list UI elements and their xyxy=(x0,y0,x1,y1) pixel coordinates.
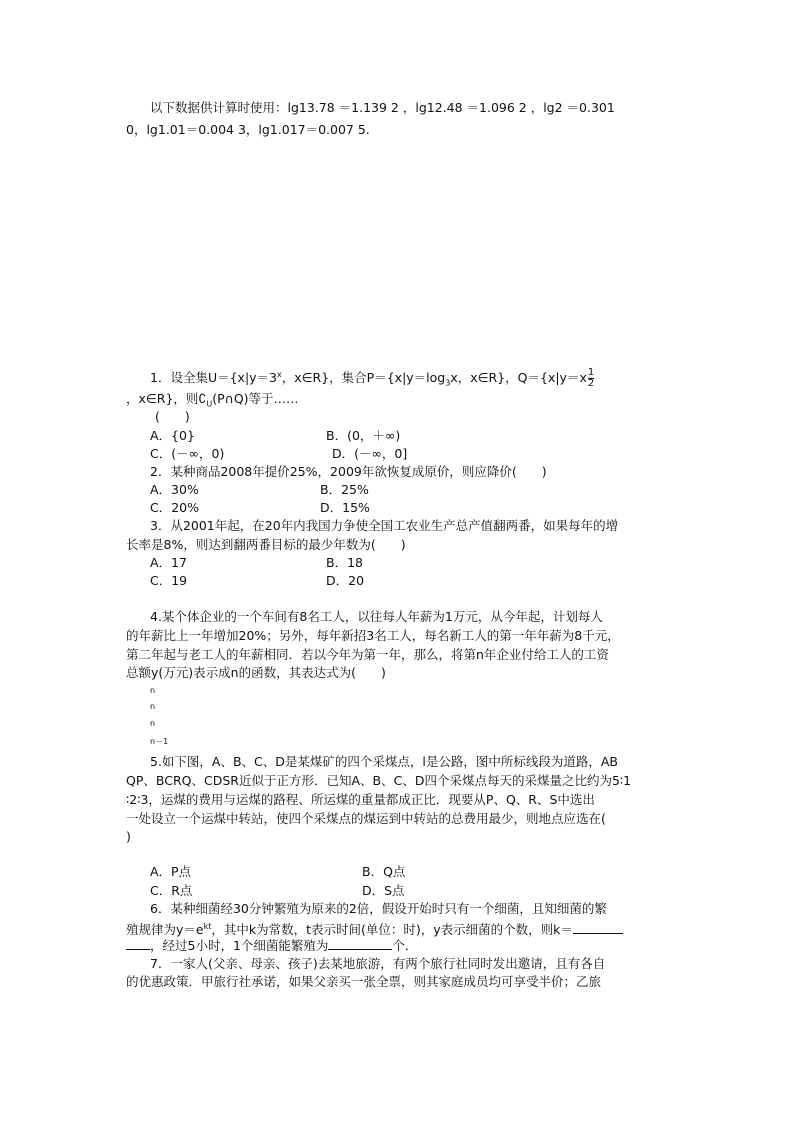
q3-option-d: D．20 xyxy=(326,573,365,588)
q4-formula-remnant-1: n xyxy=(150,686,156,695)
fraction-one-half: $\frac{1}{2}$ xyxy=(587,367,595,390)
q4-formula-remnant-2: n xyxy=(150,702,156,711)
q2-option-a: A．30% xyxy=(150,482,199,497)
q4-formula-remnant-3: n xyxy=(150,719,156,728)
q2-option-b: B．25% xyxy=(320,482,369,497)
q1-stem-line-2: ，x∈R}，则$∁_U(P\cap Q)$等于…… xyxy=(126,391,299,409)
q2-option-c: C．20% xyxy=(150,500,200,515)
q1-option-b: B．(0，＋∞) xyxy=(326,428,401,443)
q1-option-c: C．(－∞，0) xyxy=(150,446,225,461)
q6-stem-line-3: ，经过5小时，1个细菌能繁殖为 个． xyxy=(126,937,417,955)
q5-option-d: D．S点 xyxy=(362,883,405,898)
q1-paren: ( ) xyxy=(155,409,190,424)
q2-stem: 2．某种商品2008年提价25%，2009年欲恢复成原价，则应降价( ) xyxy=(150,464,547,479)
q3-stem-line-2: 长率是8%，则达到翻两番目标的最少年数为( ) xyxy=(126,537,406,552)
q3-option-c: C．19 xyxy=(150,573,188,588)
q6-stem-line-2: 殖规律为$y=e^{kt}$，其中k为常数，t表示时间(单位：时)，y表示细菌的个数，则k＝ xyxy=(126,918,623,939)
q2-option-d: D．15% xyxy=(320,500,370,515)
q1-stem: 1．设全集$U=\{x|y=3^x$，x∈R}，集合$P=\{x|y=\log_3x$，x∈R}，Q＝{x|y＝x $\frac{1}{2}$ xyxy=(150,367,595,390)
q5-stem-line-1: 5.如下图，A、B、C、D是某煤矿的四个采煤点，l是公路，图中所标线段为道路，AB xyxy=(150,754,619,769)
q4-stem-line-3: 第二年起与老工人的年薪相同．若以今年为第一年，那么，将第n年企业付给工人的工资 xyxy=(126,647,609,662)
q5-stem-line-4: 一处设立一个运煤中转站，使四个采煤点的煤运到中转站的总费用最少，则地点应选在( xyxy=(126,811,606,826)
intro-line-2: 0，lg1.01＝0.004 3，lg1.017＝0.007 5. xyxy=(126,122,370,137)
intro-line-1: 以下数据供计算时使用：lg13.78 ＝1.139 2 ，lg12.48 ＝1.096 2 ，lg2 ＝0.301 xyxy=(150,100,615,115)
q4-stem-line-4: 总额y(万元)表示成n的函数，其表达式为( ) xyxy=(126,665,386,680)
q7-stem-line-1: 7．一家人(父亲、母亲、孩子)去某地旅游，有两个旅行社同时发出邀请，且有各自 xyxy=(150,956,606,971)
q5-stem-line-2: QP、BCRQ、CDSR近似于正方形．已知A、B、C、D四个采煤点每天的采煤量之比约为5∶1 xyxy=(126,773,632,788)
q4-formula-remnant-4: n－1 xyxy=(150,737,169,746)
q4-stem-line-2: 的年薪比上一年增加20%；另外，每年新招3名工人，每名新工人的第一年年薪为8千元， xyxy=(126,628,620,643)
q5-stem-line-3: ∶2∶3，运煤的费用与运煤的路程、所运煤的重量都成正比．现要从P、Q、R、S中选出 xyxy=(126,792,595,807)
q4-stem-line-1: 4.某个体企业的一个车间有8名工人，以往每人年薪为1万元，从今年起，计划每人 xyxy=(150,609,603,624)
q5-stem-line-5: ) xyxy=(126,829,131,844)
q3-option-a: A．17 xyxy=(150,555,187,570)
q5-option-a: A．P点 xyxy=(150,864,192,879)
answer-blank-count[interactable] xyxy=(328,937,392,950)
q1-option-d: D．(－∞，0] xyxy=(332,446,408,461)
q5-option-b: B．Q点 xyxy=(362,864,406,879)
q7-stem-line-2: 的优惠政策．甲旅行社承诺，如果父亲买一张全票，则其家庭成员均可享受半价；乙旅 xyxy=(126,974,602,989)
q3-stem-line-1: 3．从2001年起，在20年内我国力争使全国工农业生产总产值翻两番，如果每年的增 xyxy=(150,518,619,533)
q5-option-c: C．R点 xyxy=(150,883,193,898)
q3-option-b: B．18 xyxy=(326,555,363,570)
q6-stem-line-1: 6．某种细菌经30分钟繁殖为原来的2倍，假设开始时只有一个细菌，且知细菌的繁 xyxy=(150,901,607,916)
q1-option-a: A．{0} xyxy=(150,428,195,443)
answer-blank-k[interactable] xyxy=(573,921,623,934)
answer-blank-k-continued[interactable] xyxy=(126,937,150,950)
